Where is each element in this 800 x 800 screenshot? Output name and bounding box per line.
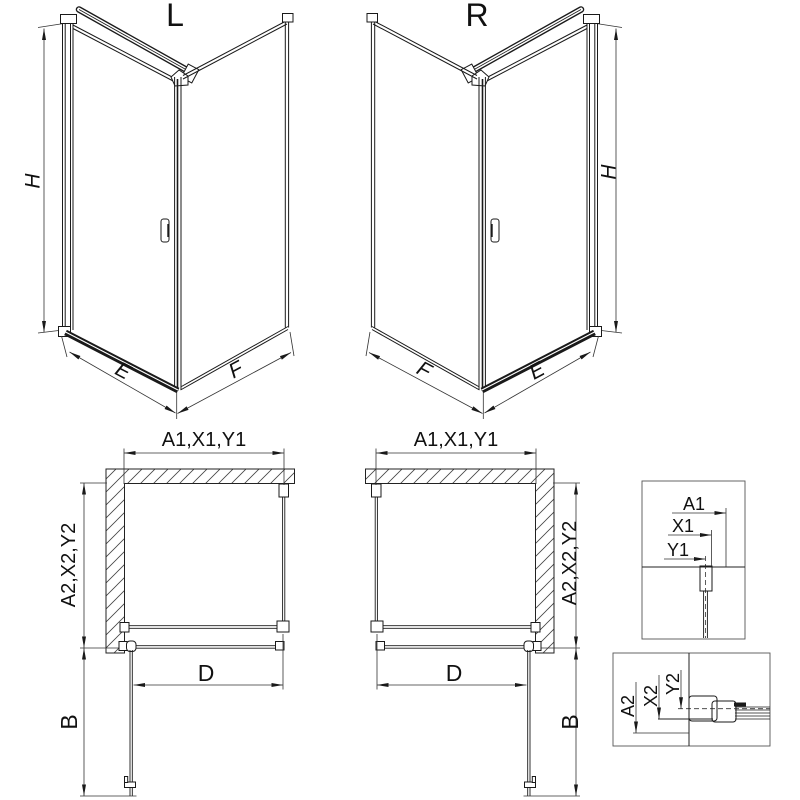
plan-left-door-swing-label: B	[56, 714, 82, 730]
plan-left-depth-dims-label: A2,X2,Y2	[58, 522, 80, 608]
detail-width-y1-label: Y1	[666, 540, 690, 560]
detail-depth-y2-label: Y2	[663, 672, 683, 696]
plan-right-width-dims-label: A1,X1,Y1	[413, 429, 499, 451]
detail-depth-x2-label: X2	[641, 684, 661, 708]
iso-left-variant-label: L	[166, 0, 184, 33]
detail-width-x1-label: X1	[671, 516, 695, 536]
plan-right-depth-dims-label: A2,X2,Y2	[559, 520, 581, 606]
detail-width-a1-label: A1	[682, 494, 706, 514]
iso-right-side-width-label: F	[412, 356, 436, 384]
iso-right-front-width-label: E	[525, 357, 549, 385]
plan-right-door-swing-label: B	[557, 714, 583, 730]
plan-left-width-dims-label: A1,X1,Y1	[161, 429, 247, 451]
iso-view-right	[366, 10, 622, 420]
detail-depth-a2-label: A2	[618, 694, 638, 718]
plan-left-entry-width-label: D	[197, 660, 215, 686]
iso-left-height-label: H	[21, 173, 45, 189]
iso-left-front-width-label: E	[111, 357, 135, 385]
iso-right-height-label: H	[597, 164, 621, 180]
iso-view-left	[38, 10, 294, 420]
iso-right-variant-label: R	[465, 0, 489, 33]
iso-left-side-width-label: F	[224, 356, 248, 384]
plan-right-entry-width-label: D	[445, 660, 463, 686]
